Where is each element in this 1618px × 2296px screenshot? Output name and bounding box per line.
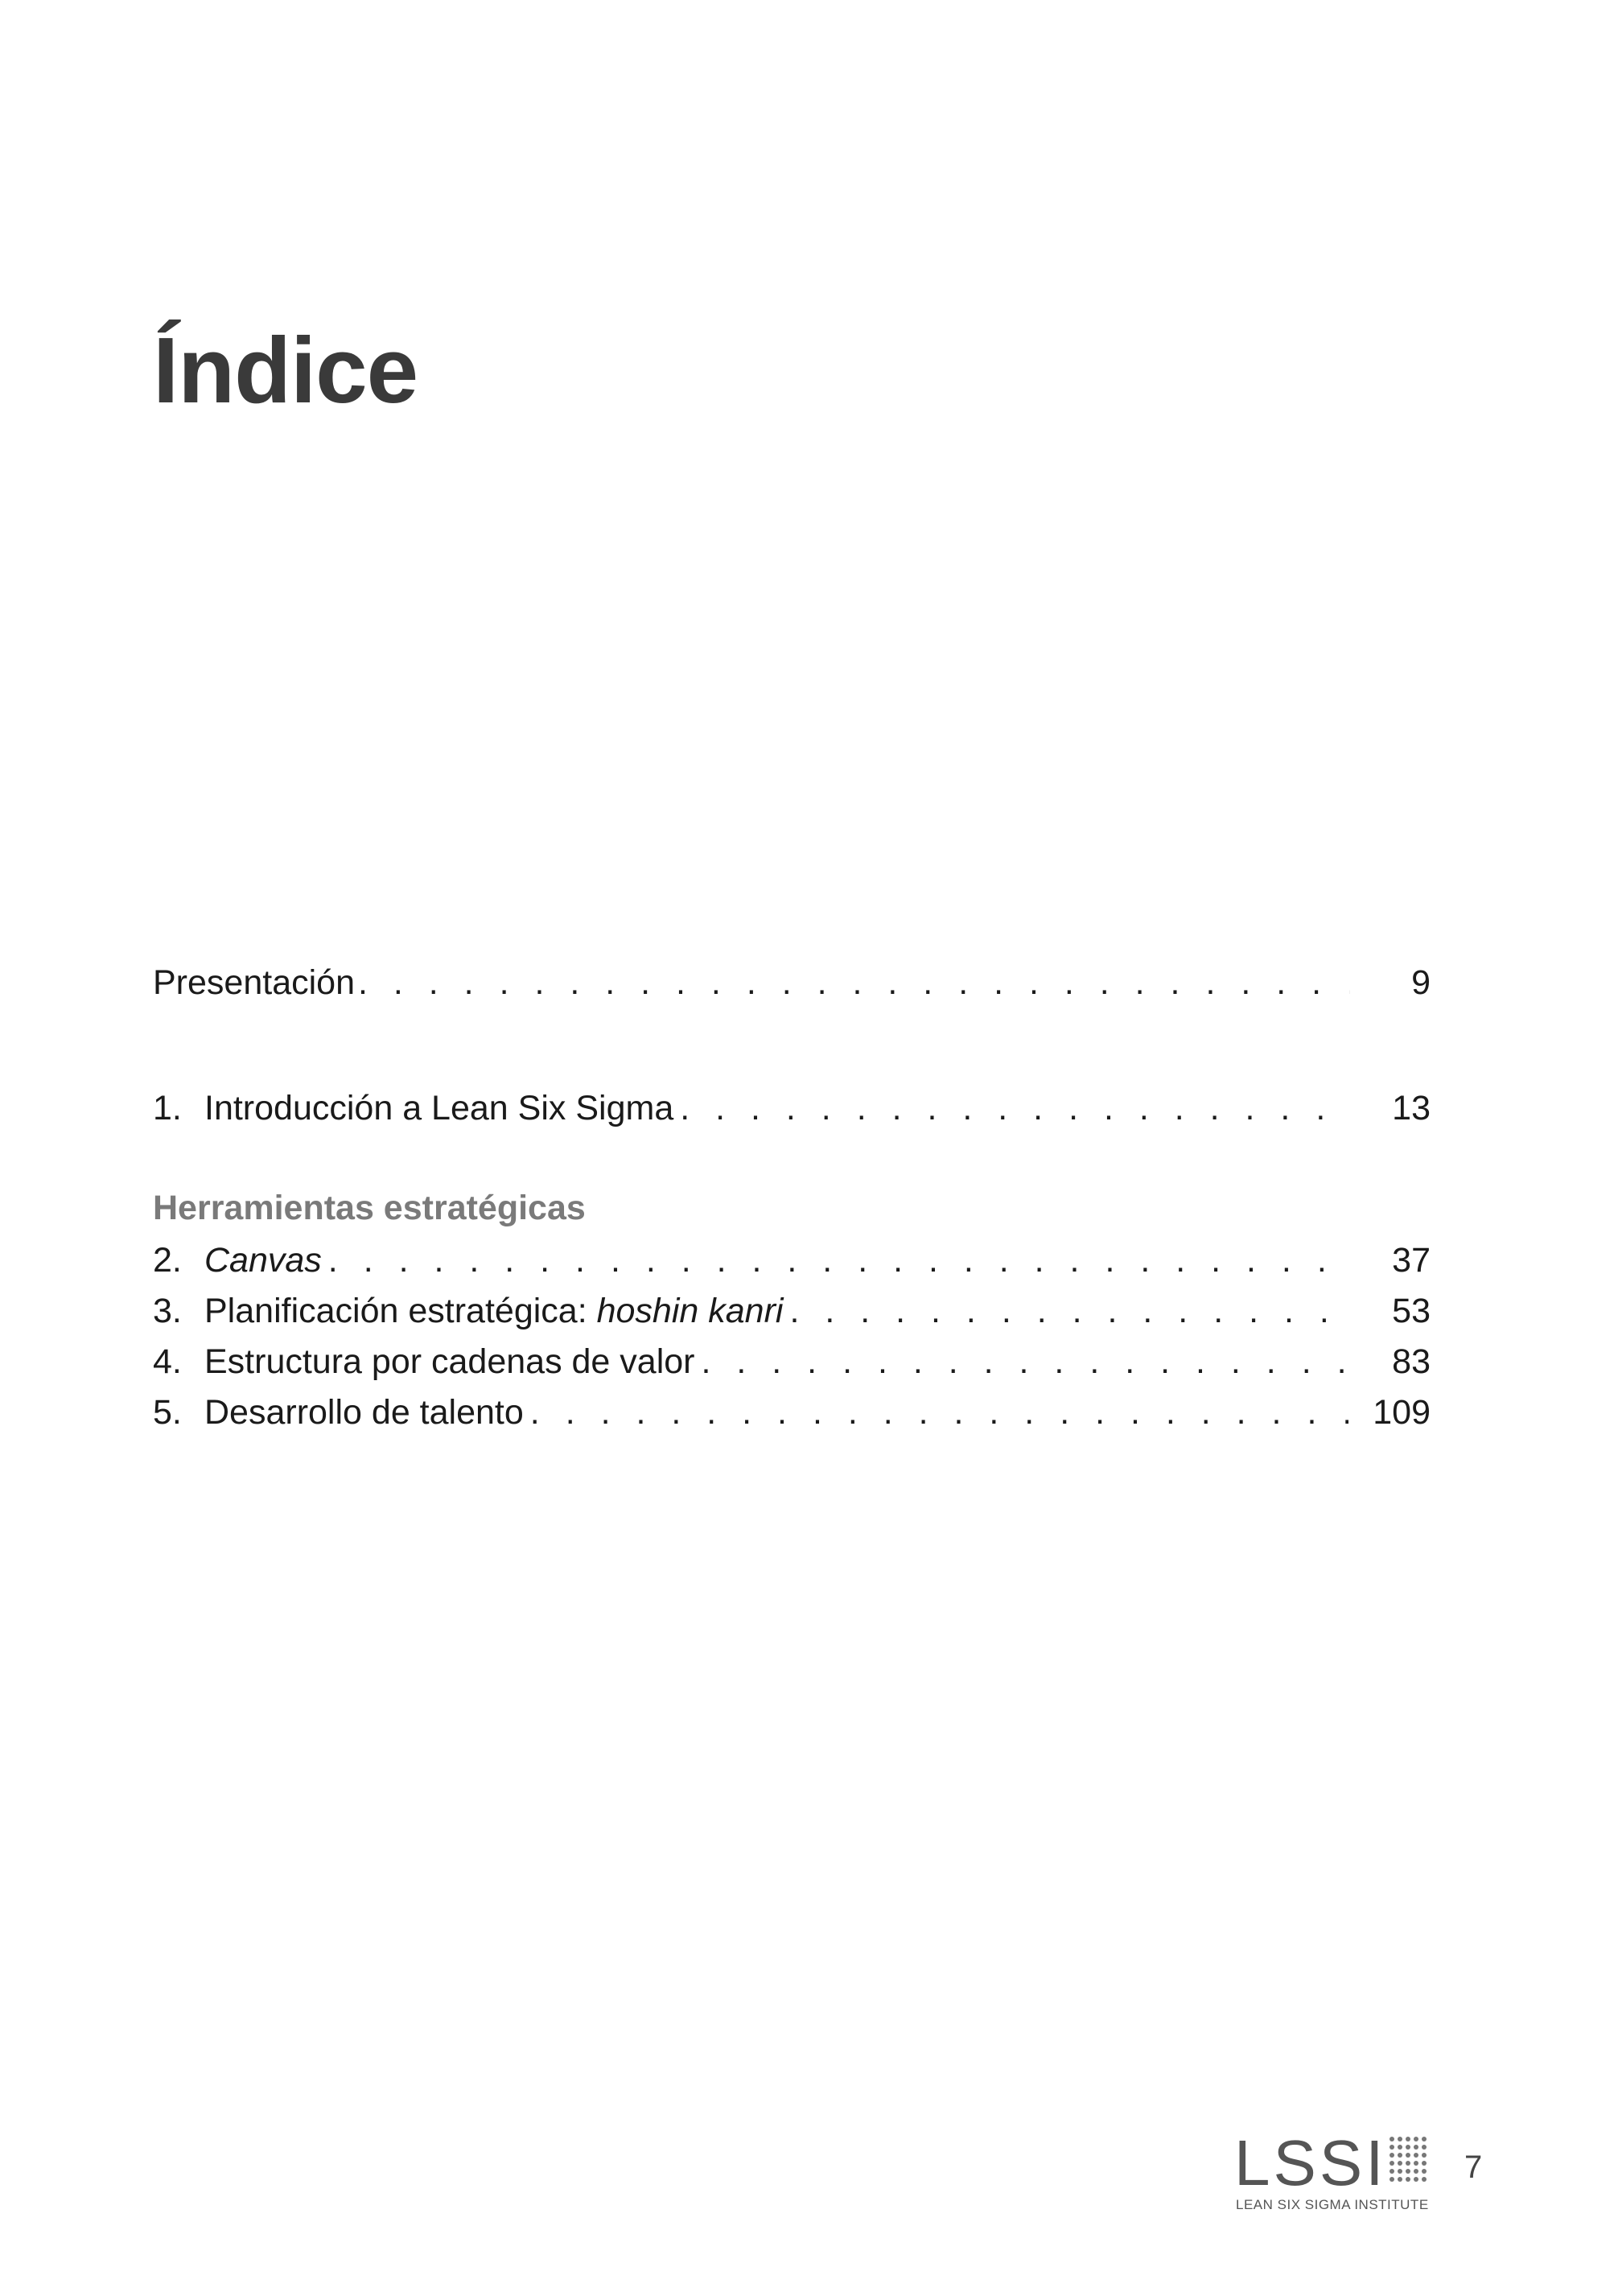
- toc-chapter-number: 4.: [153, 1342, 182, 1381]
- toc-entry-label: Desarrollo de talento: [204, 1393, 524, 1432]
- logo-subtitle: LEAN SIX SIGMA INSTITUTE: [1236, 2197, 1429, 2212]
- toc-entry-chapter-5[interactable]: [153, 1387, 1431, 1437]
- toc-chapter-number: 3.: [153, 1292, 182, 1330]
- toc-page-number: 37: [1392, 1241, 1431, 1280]
- toc-entry-label: Introducción a Lean Six Sigma: [204, 1089, 674, 1127]
- toc-entry-chapter-3[interactable]: [153, 1286, 1431, 1336]
- toc-page-number: 13: [1392, 1089, 1431, 1127]
- page-number: 7: [1464, 2150, 1483, 2185]
- dot-leader: [789, 1286, 1350, 1336]
- dot-leader: [530, 1387, 1348, 1437]
- toc-entry-presentation[interactable]: [153, 958, 1431, 1008]
- dot-leader: [328, 1235, 1350, 1285]
- toc-page-number: 9: [1411, 963, 1431, 1002]
- lssi-logo: [1234, 2127, 1435, 2221]
- toc-chapter-number: 5.: [153, 1393, 182, 1432]
- logo-wordmark: LSSI: [1234, 2127, 1387, 2199]
- dot-grid-icon: [1389, 2136, 1431, 2192]
- toc-entry-chapter-4[interactable]: [153, 1337, 1431, 1387]
- toc-entry-chapter-1[interactable]: [153, 1083, 1431, 1133]
- toc-page-number: 83: [1392, 1342, 1431, 1381]
- toc-entry-label: Planificación estratégica: hoshin kanri: [204, 1292, 784, 1330]
- page-title: Índice: [153, 318, 418, 423]
- toc-chapter-number: 2.: [153, 1241, 182, 1280]
- toc-entry-label: Presentación: [153, 963, 355, 1002]
- toc-entry-label: Estructura por cadenas de valor: [204, 1342, 695, 1381]
- toc-entry-label: Canvas: [204, 1241, 322, 1280]
- section-heading: Herramientas estratégicas: [153, 1189, 586, 1227]
- dot-leader: [680, 1083, 1350, 1133]
- dot-leader: [702, 1337, 1351, 1387]
- toc-page-number: 109: [1373, 1393, 1431, 1432]
- toc-entry-chapter-2[interactable]: [153, 1235, 1431, 1285]
- toc-chapter-number: 1.: [153, 1089, 182, 1127]
- dot-leader: [358, 958, 1350, 1008]
- toc-page-number: 53: [1392, 1292, 1431, 1330]
